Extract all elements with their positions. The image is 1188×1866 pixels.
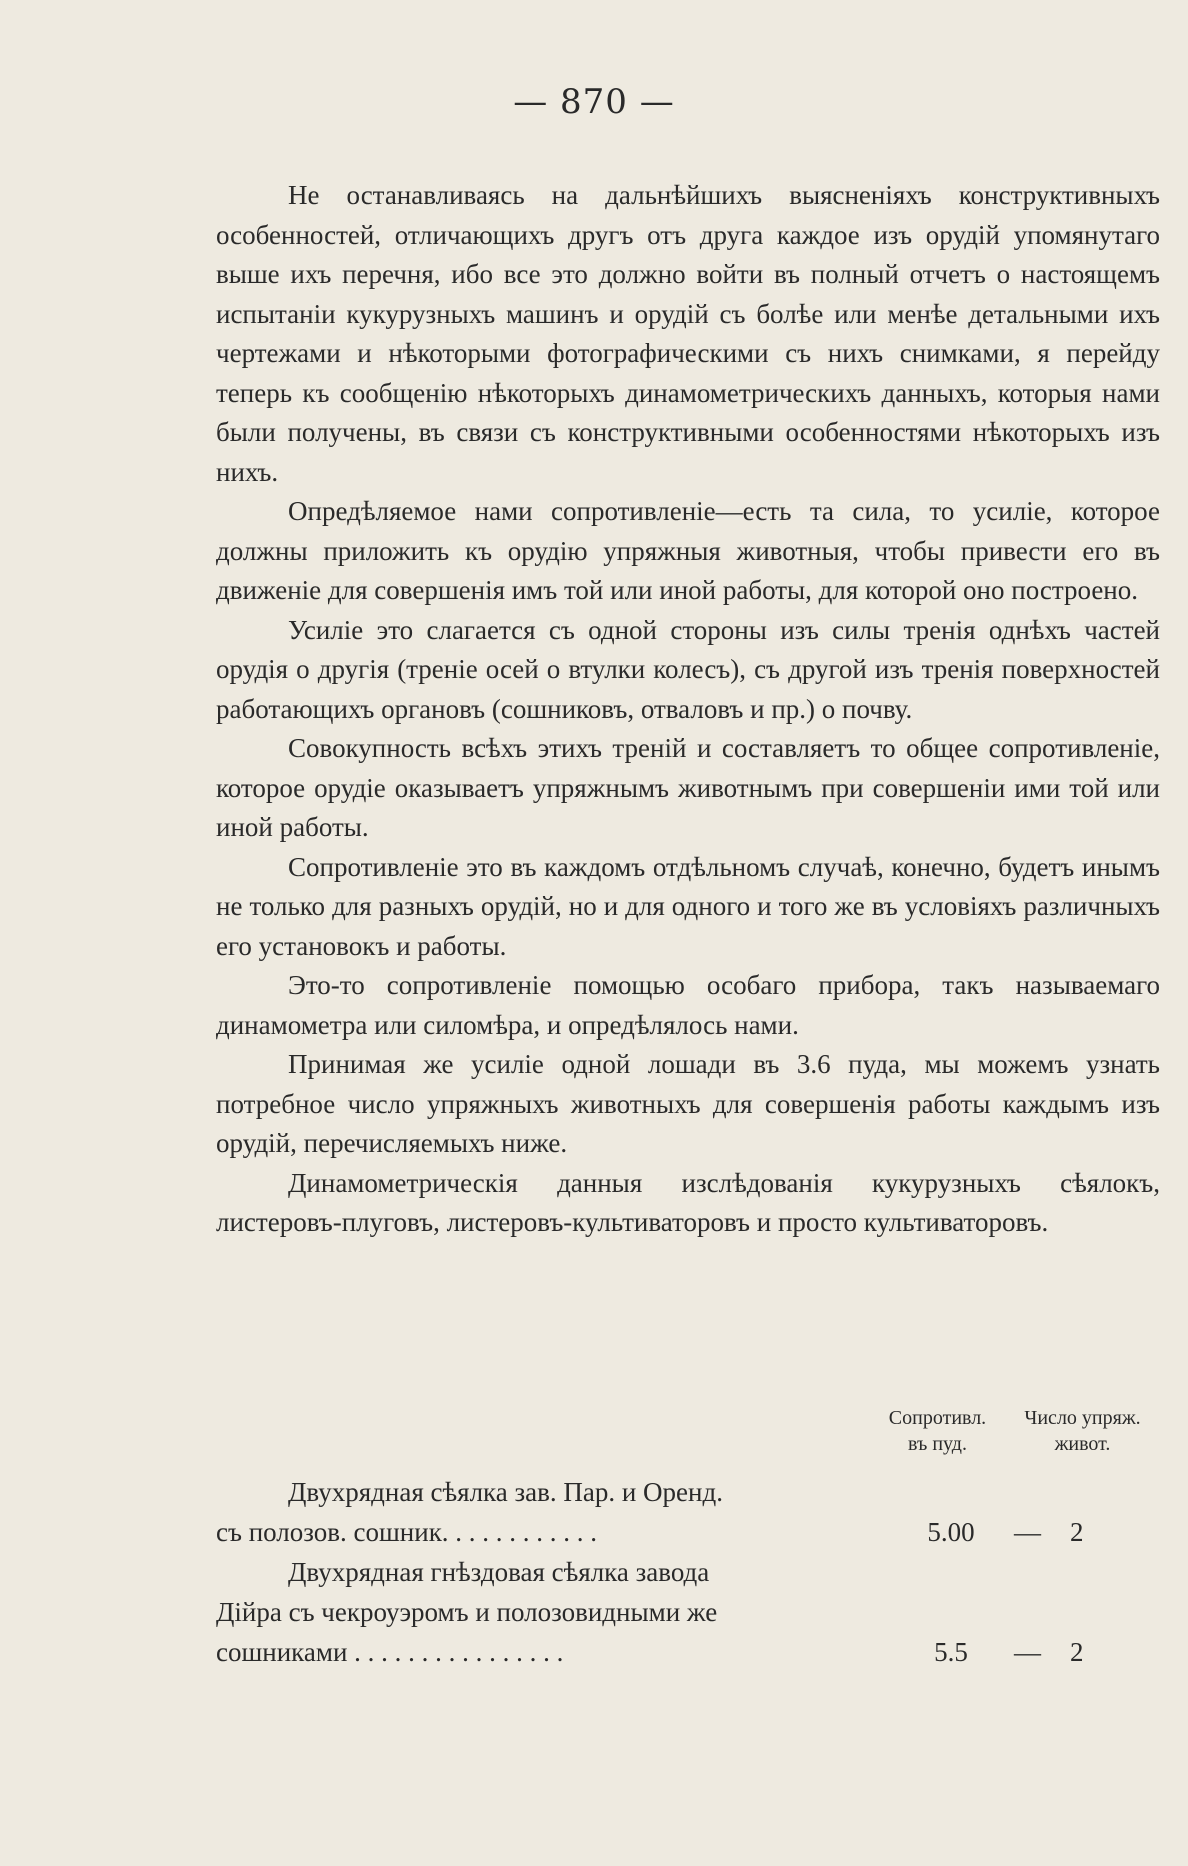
resistance-value: 5.00 — [927, 1517, 975, 1547]
resistance-value: 5.5 — [934, 1637, 968, 1667]
column-header-resistance — [870, 1405, 1005, 1457]
paragraph: Совокупность всѣхъ этихъ треній и составляетъ то общее сопротивленіе, которое орудіе оказываетъ упряжнымъ животнымъ при совершеніи ими той или иной работы. — [216, 733, 1160, 842]
row-description: Дійра съ чекроуэромъ и полозовидными же — [216, 1597, 718, 1627]
animals-value: 2 — [1070, 1517, 1084, 1547]
row-last-line — [216, 1632, 1160, 1672]
page-number: — 870 — — [513, 82, 675, 122]
body-text — [216, 176, 1160, 1243]
paragraph: Принимая же усиліе одной лошади въ 3.6 пуда, мы можемъ узнать потребное число упряжныхъ животныхъ для совершенія работы каждымъ изъ орудій, перечисляемыхъ ниже. — [216, 1049, 1160, 1158]
row-last-line — [216, 1512, 1160, 1552]
column-header-line: Число упряж. — [1024, 1407, 1141, 1429]
paragraph: Это-то сопротивленіе помощью особаго прибора, такъ называемаго динамометра или силомѣра, и опредѣлялось нами. — [216, 970, 1160, 1040]
dash: — — [1014, 1637, 1041, 1667]
paragraph: Опредѣляемое нами сопротивленіе—есть та сила, то усиліе, которое должны приложить къ орудію упряжныя животныя, чтобы привести его въ движеніе для совершенія имъ той или иной работы, для которой оно построено. — [216, 496, 1160, 605]
table-row — [216, 1552, 1160, 1672]
paragraph: Сопротивленіе это въ каждомъ отдѣльномъ случаѣ, конечно, будетъ инымъ не только для разныхъ орудій, но и для одного и того же въ условіяхъ различныхъ его установокъ и работы. — [216, 851, 1160, 961]
row-description: Двухрядная сѣялка зав. Пар. и Оренд. — [288, 1477, 723, 1507]
animals-value: 2 — [1070, 1637, 1084, 1667]
table-row — [216, 1472, 1160, 1552]
dash: — — [1014, 1517, 1041, 1547]
row-description: сошниками . . . . . . . . . . . . . . . . — [216, 1637, 564, 1667]
column-header-line: Сопротивл. — [888, 1407, 987, 1429]
row-description: Двухрядная гнѣздовая сѣялка завода — [288, 1557, 710, 1587]
paragraph: Не останавливаясь на дальнѣйшихъ выясненіяхъ конструктивныхъ особенностей, отличающихъ другъ отъ друга каждое изъ орудій упомянутаго выше ихъ перечня, ибо все это должно войти въ полный отчетъ о настоящемъ испытаніи кукурузныхъ машинъ и орудій съ болѣе или менѣе детальными ихъ чертежами и нѣкоторыми фотографическими съ нихъ снимками, я перейду теперь къ сообщенію нѣкоторыхъ динамометрическихъ данныхъ, которыя нами были получены, въ связи съ конструктивными особенностями нѣкоторыхъ изъ нихъ. — [216, 180, 1160, 487]
row-description: съ полозов. сошник. . . . . . . . . . . . — [216, 1517, 598, 1547]
paragraph: Усиліе это слагается съ одной стороны изъ силы тренія однѣхъ частей орудія о другія (треніе осей о втулки колесъ), съ другой изъ тренія поверхностей работающихъ органовъ (сошниковъ, отваловъ и пр.) о почву. — [216, 614, 1160, 724]
column-header-animals — [1005, 1405, 1160, 1457]
column-header-line: живот. — [1054, 1433, 1111, 1455]
column-header-line: въ пуд. — [908, 1433, 967, 1455]
paragraph: Динамометрическія данныя изслѣдованія кукурузныхъ сѣялокъ, листеровъ-плуговъ, листеровъ-культиваторовъ и просто культиваторовъ. — [216, 1167, 1160, 1237]
table-body — [216, 1472, 1160, 1672]
